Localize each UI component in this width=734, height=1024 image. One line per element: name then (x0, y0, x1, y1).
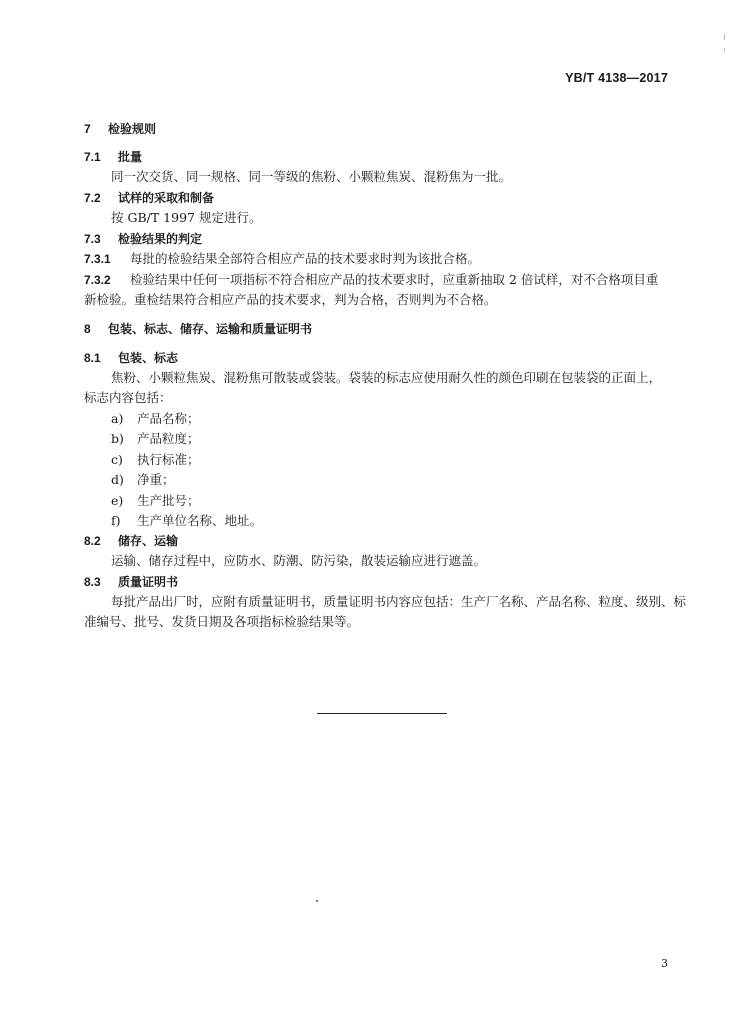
section-7-3-heading (84, 231, 202, 247)
section-7-3-2-paragraph (84, 272, 658, 288)
section-7-3-title: 检验结果的判定 (118, 232, 203, 246)
standard-code: YB/T 4138—2017 (565, 71, 668, 85)
list-item-marker: f) (111, 513, 121, 528)
scan-edge-mark (724, 34, 725, 40)
section-7-1-number: 7.1 (84, 150, 101, 164)
list-item (111, 431, 200, 447)
list-item-marker: a) (111, 411, 124, 426)
section-7-3-2-text-line1: 检验结果中任何一项指标不符合相应产品的技术要求时，应重新抽取 2 倍试样，对不合格项目重 (130, 272, 659, 287)
section-7-3-2-number: 7.3.2 (84, 273, 111, 287)
list-item-text: 净重； (137, 472, 175, 487)
section-7-3-1-text: 每批的检验结果全部符合相应产品的技术要求时判为该批合格。 (130, 251, 481, 266)
section-7-3-number: 7.3 (84, 232, 101, 246)
section-7-number: 7 (84, 122, 91, 136)
section-8-heading (84, 321, 312, 337)
section-8-2-text: 运输、储存过程中，应防水、防潮、防污染，散装运输应进行遮盖。 (111, 553, 487, 568)
list-item-marker: c) (111, 452, 123, 467)
section-7-heading (84, 121, 156, 137)
section-7-3-1-number: 7.3.1 (84, 252, 111, 266)
list-item-text: 产品粒度； (137, 431, 200, 446)
section-7-3-2-text-line2: 新检验。重检结果符合相应产品的技术要求，判为合格，否则判为不合格。 (84, 292, 497, 307)
scan-speck (316, 900, 318, 902)
section-8-3-text-line2: 准编号、批号、发货日期及各项指标检验结果等。 (84, 614, 360, 629)
list-item (111, 411, 200, 427)
section-7-1-heading (84, 149, 142, 165)
section-7-2-title: 试样的采取和制备 (118, 191, 215, 205)
section-7-3-1-paragraph (84, 251, 480, 267)
section-8-3-number: 8.3 (84, 575, 101, 589)
section-8-title: 包装、标志、储存、运输和质量证明书 (108, 322, 313, 336)
end-of-document-rule (317, 713, 447, 714)
section-7-1-title: 批量 (118, 150, 143, 164)
list-item (111, 493, 200, 509)
list-item-text: 生产单位名称、地址。 (137, 513, 263, 528)
section-8-2-number: 8.2 (84, 534, 101, 548)
list-item (111, 452, 200, 468)
section-7-2-heading (84, 190, 214, 206)
section-8-1-number: 8.1 (84, 351, 101, 365)
section-8-1-text-line1: 焦粉、小颗粒焦炭、混粉焦可散装或袋装。袋装的标志应使用耐久性的颜色印刷在包装袋的正面上， (111, 370, 662, 385)
section-8-2-title: 储存、运输 (118, 534, 179, 548)
section-8-3-title: 质量证明书 (118, 575, 179, 589)
list-item-marker: d) (111, 472, 124, 487)
list-item-text: 生产批号； (137, 493, 200, 508)
scan-edge-mark (724, 48, 725, 52)
section-7-1-text: 同一次交货、同一规格、同一等级的焦粉、小颗粒焦炭、混粉焦为一批。 (111, 169, 512, 184)
list-item (111, 513, 262, 529)
section-7-2-text: 按 GB/T 1997 规定进行。 (111, 210, 262, 225)
section-8-1-title: 包装、标志 (118, 351, 179, 365)
section-8-3-heading (84, 574, 178, 590)
section-8-3-text-line1: 每批产品出厂时，应附有质量证明书，质量证明书内容应包括：生产厂名称、产品名称、粒度、级别、标 (111, 594, 687, 609)
list-item (111, 472, 175, 488)
section-8-2-heading (84, 533, 178, 549)
section-7-title: 检验规则 (108, 122, 157, 136)
list-item-text: 执行标准； (137, 452, 200, 467)
list-item-text: 产品名称； (137, 411, 200, 426)
page-number: 3 (661, 957, 668, 970)
list-item-marker: b) (111, 431, 124, 446)
section-8-1-text-line2: 标志内容包括： (84, 390, 172, 405)
section-8-number: 8 (84, 322, 91, 336)
section-8-1-heading (84, 350, 178, 366)
section-7-2-number: 7.2 (84, 191, 101, 205)
list-item-marker: e) (111, 493, 124, 508)
